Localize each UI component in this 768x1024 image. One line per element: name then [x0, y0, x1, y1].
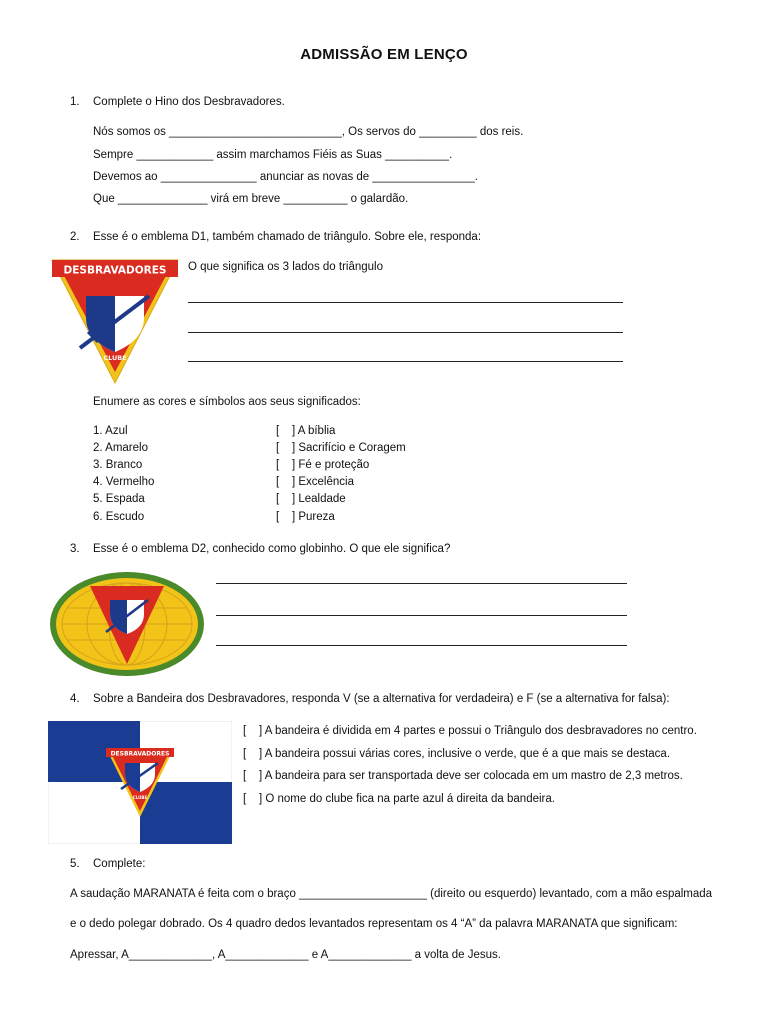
- question-number: 1.: [70, 96, 80, 108]
- list-item: 1. Azul: [93, 425, 128, 437]
- question-prompt: Esse é o emblema D2, conhecido como globinho. O que ele significa?: [93, 543, 451, 555]
- d1-emblem-image: [48, 256, 182, 386]
- list-item: 6. Escudo: [93, 511, 145, 523]
- list-item: 5. Espada: [93, 493, 145, 505]
- question-number: 4.: [70, 693, 80, 705]
- answer-line[interactable]: [188, 332, 623, 333]
- question-number: 2.: [70, 231, 80, 243]
- sub-question: O que significa os 3 lados do triângulo: [188, 261, 383, 273]
- completion-line-3[interactable]: Apressar, A_____________, A_____________ e A_____________ a volta de Jesus.: [70, 949, 501, 961]
- flag-bottom-text: CLUBE: [132, 795, 148, 800]
- statement-option[interactable]: [ ] A bandeira possui várias cores, inclusive o verde, que é a que mais se destaca.: [243, 748, 671, 760]
- meaning-option[interactable]: [ ] A bíblia: [276, 425, 336, 437]
- completion-line-1[interactable]: A saudação MARANATA é feita com o braço ____________________ (direito ou esquerdo) levantado, com a mão espalmada: [70, 888, 713, 900]
- meaning-option[interactable]: [ ] Excelência: [276, 476, 354, 488]
- meaning-option[interactable]: [ ] Pureza: [276, 511, 335, 523]
- question-prompt: Complete o Hino dos Desbravadores.: [93, 96, 285, 108]
- hymn-line-2[interactable]: Sempre ____________ assim marchamos Fiéis as Suas __________.: [93, 149, 453, 161]
- meaning-option[interactable]: [ ] Sacrifício e Coragem: [276, 442, 406, 454]
- question-prompt: Esse é o emblema D1, também chamado de triângulo. Sobre ele, responda:: [93, 231, 482, 243]
- list-item: 3. Branco: [93, 459, 143, 471]
- answer-line[interactable]: [188, 302, 623, 303]
- answer-line[interactable]: [216, 645, 627, 646]
- question-prompt: Complete:: [93, 858, 146, 870]
- question-number: 5.: [70, 858, 80, 870]
- flag-top-text: DESBRAVADORES: [110, 750, 170, 758]
- hymn-line-3[interactable]: Devemos ao _______________ anunciar as novas de ________________.: [93, 171, 478, 183]
- question-number: 3.: [70, 543, 80, 555]
- pathfinder-flag-image: [48, 721, 232, 844]
- emblem-bottom-text: CLUBE: [103, 354, 127, 362]
- statement-option[interactable]: [ ] O nome do clube fica na parte azul á direita da bandeira.: [243, 793, 555, 805]
- answer-line[interactable]: [188, 361, 623, 362]
- meaning-option[interactable]: [ ] Lealdade: [276, 493, 346, 505]
- statement-option[interactable]: [ ] A bandeira é dividida em 4 partes e possui o Triângulo dos desbravadores no centro.: [243, 725, 697, 737]
- emblem-top-text: DESBRAVADORES: [63, 264, 167, 277]
- answer-line[interactable]: [216, 583, 627, 584]
- meaning-option[interactable]: [ ] Fé e proteção: [276, 459, 370, 471]
- hymn-line-1[interactable]: Nós somos os ___________________________, Os servos do _________ dos reis.: [93, 126, 524, 138]
- question-prompt: Sobre a Bandeira dos Desbravadores, responda V (se a alternativa for verdadeira) e F (se a alternativa for falsa):: [93, 693, 670, 705]
- list-item: 4. Vermelho: [93, 476, 155, 488]
- enumerate-prompt: Enumere as cores e símbolos aos seus significados:: [93, 396, 361, 408]
- d2-globe-emblem-image: [48, 570, 206, 678]
- page-title: ADMISSÃO EM LENÇO: [300, 46, 468, 63]
- statement-option[interactable]: [ ] A bandeira para ser transportada deve ser colocada em um mastro de 2,3 metros.: [243, 770, 683, 782]
- answer-line[interactable]: [216, 615, 627, 616]
- hymn-line-4[interactable]: Que ______________ virá em breve __________ o galardão.: [93, 193, 409, 205]
- list-item: 2. Amarelo: [93, 442, 148, 454]
- completion-line-2: e o dedo polegar dobrado. Os 4 quadro dedos levantados representam os 4 “A” da palavra MARANATA que significam:: [70, 918, 678, 930]
